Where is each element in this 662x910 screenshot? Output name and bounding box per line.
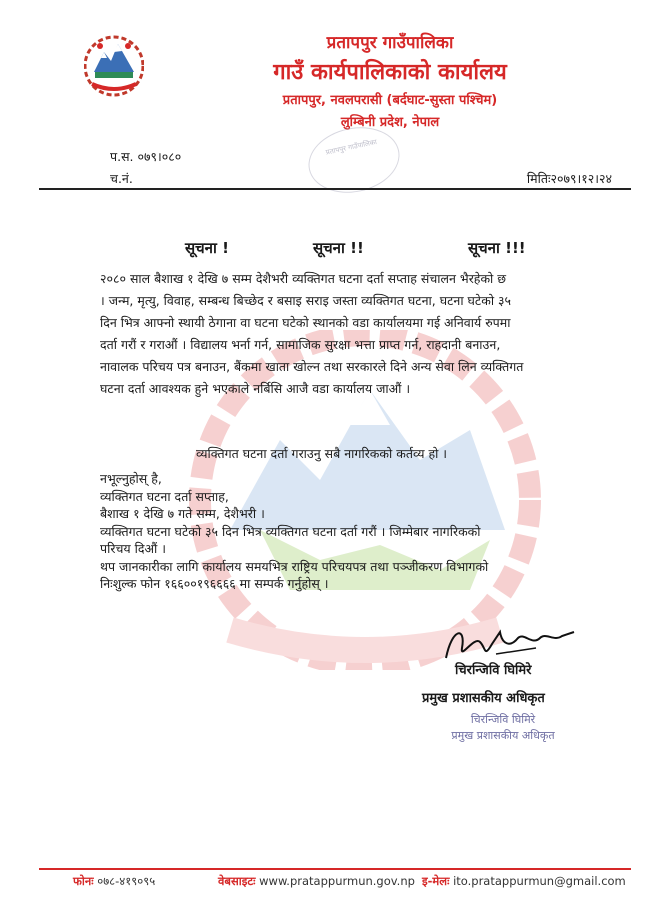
paragraph-line: दर्ता गरौं र गराऔं । विद्यालय भर्ना गर्न, सामाजिक सुरक्षा भत्ता प्राप्त गर्न, राहदानी बनाउन,: [100, 337, 501, 352]
footer-divider: [39, 868, 631, 870]
dispatch-number: च.नं.: [110, 171, 133, 186]
paragraph-line: घटना दर्ता आवश्यक हुने भएकाले नर्बिसि आजै वडा कार्यालय जाऔं ।: [100, 381, 411, 396]
reminder-block: [100, 470, 488, 593]
email-label: इ-मेलः: [422, 874, 450, 888]
signatory-designation: प्रमुख प्रशासकीय अधिकृत: [422, 691, 545, 706]
website-link[interactable]: www.pratappurmun.gov.np: [259, 874, 415, 888]
reminder-line: परिचय दिऔं ।: [100, 541, 166, 556]
footer-phone: [73, 874, 155, 889]
reminder-line: व्यक्तिगत घटना दर्ता सप्ताह,: [100, 488, 229, 504]
notice-heading-1: सूचना !: [185, 239, 229, 257]
reminder-line: नभूल्नुहोस् है,: [100, 471, 162, 486]
fiscal-year-reference: प.स. ०७९।०८०: [110, 149, 182, 164]
footer-email: [422, 874, 626, 889]
office-name: गाउँ कार्यपालिकाको कार्यालय: [273, 60, 507, 85]
paragraph-line: नावालक परिचय पत्र बनाउन, बैंकमा खाता खोल्न तथा सरकारले दिने अन्य सेवा लिन व्यक्तिगत: [100, 359, 524, 374]
seal-name: चिरन्जिवि घिमिरे: [470, 713, 536, 726]
notice-heading-2: सूचना !!: [313, 239, 364, 257]
header-divider: [39, 188, 631, 190]
phone-number: ०७८-४१९०९५: [97, 874, 156, 888]
province-country: लुम्बिनी प्रदेश, नेपाल: [340, 115, 440, 130]
phone-label: फोनः: [73, 874, 94, 888]
reminder-line: थप जानकारीका लागि कार्यालय समयभित्र राष्ट्रिय परिचयपत्र तथा पञ्जीकरण विभागको: [100, 558, 489, 574]
municipality-name: प्रतापपुर गाउँपालिका: [326, 33, 454, 53]
notice-heading-3: सूचना !!!: [468, 239, 526, 257]
nepal-emblem-logo: [84, 28, 144, 104]
reminder-line: निःशुल्क फोन १६६००१९६६६६ मा सम्पर्क गर्नुहोस् ।: [100, 576, 329, 591]
letter-date: मितिः२०७९।१२।२४: [526, 171, 612, 186]
stamp-text: प्रतापपुर गाउँपालिका: [325, 137, 378, 157]
notice-paragraph: [100, 268, 605, 400]
office-address: प्रतापपुर, नवलपरासी (बर्दघाट-सुस्ता पश्चिम): [282, 93, 498, 108]
reminder-line: व्यक्तिगत घटना घटेको ३५ दिन भित्र व्यक्तिगत घटना दर्ता गरौं । जिम्मेबार नागरिकको: [100, 523, 481, 539]
reminder-line: बैशाख १ देखि ७ गते सम्म, देशैभरी ।: [100, 506, 265, 521]
seal-designation: प्रमुख प्रशासकीय अधिकृत: [451, 729, 555, 742]
paragraph-line: २०८० साल बैशाख १ देखि ७ सम्म देशैभरी व्यक्तिगत घटना दर्ता सप्ताह संचालन भैरहेको छ: [100, 271, 507, 286]
paragraph-line: दिन भित्र आफ्नो स्थायी ठेगाना वा घटना घटेको स्थानको वडा कार्यालयमा गई अनिवार्य रुपमा: [100, 315, 511, 330]
signatory-name: चिरन्जिवि घिमिरे: [455, 663, 532, 678]
footer-website: [218, 874, 415, 889]
paragraph-line: । जन्म, मृत्यु, विवाह, सम्बन्ध बिच्छेद र बसाइ सराइ जस्ता व्यक्तिगत घटना, घटना घटेको ३५: [100, 293, 512, 308]
website-label: वेबसाइटः: [218, 874, 256, 888]
slogan: व्यक्तिगत घटना दर्ता गराउनु सबै नागरिकको कर्तव्य हो ।: [196, 446, 448, 461]
email-link[interactable]: ito.pratappurmun@gmail.com: [453, 874, 626, 888]
